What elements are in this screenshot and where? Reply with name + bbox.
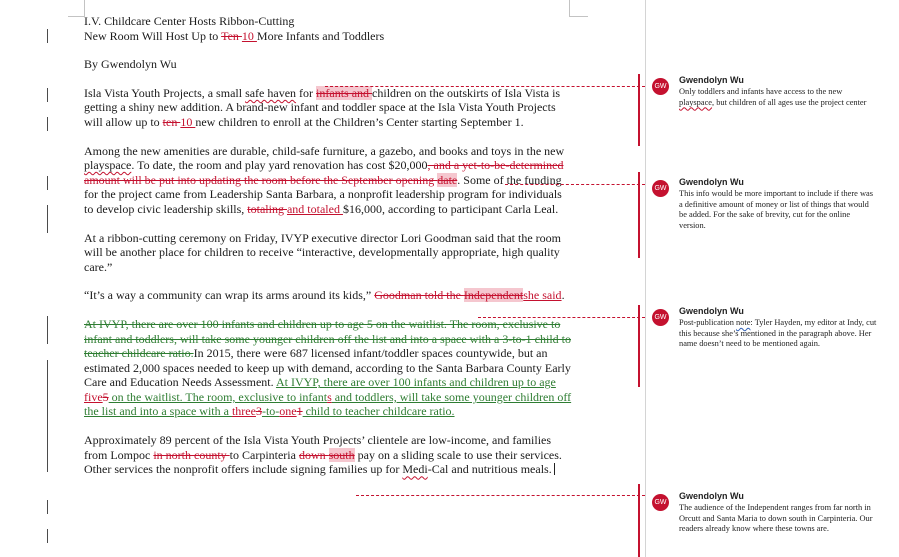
comment-text: This info would be more important to include if there was a definitive amount of money or list of things that would be added. For the sake of brevity, cut for the online version. — [679, 189, 873, 230]
comment-author: Gwendolyn Wu — [679, 75, 744, 85]
comment-range-bar — [638, 74, 640, 146]
document-body[interactable] — [84, 14, 574, 477]
comment-range-bar — [638, 484, 640, 557]
comment-author: Gwendolyn Wu — [679, 177, 744, 187]
change-bar — [47, 205, 48, 233]
comment-author: Gwendolyn Wu — [679, 491, 744, 501]
change-bar — [47, 529, 48, 543]
change-bar — [47, 88, 48, 102]
comment-range-bar — [638, 172, 640, 258]
crop-mark-top-left — [68, 0, 85, 17]
paragraph-6: Approximately 89 percent of the Isla Vista Youth Projects’ clientele are low-income, and families from Lompoc in north county to Carpinteria down south pay on a sliding scale to use their services. Other services the nonprofit offers include signing families up for Medi-Cal and nutritious meals. — [84, 433, 562, 477]
paragraph-1: Isla Vista Youth Projects, a small safe haven for infants and children on the outskirts of Isla Vista is getting a shiny new addition. A brand-new infant and toddler space at the Isla Vista Youth Projects will allow up to ten 10 new children to enroll at the Children’s Center starting September 1. — [84, 85, 561, 129]
moved-from-text: At IVYP, there are over 100 infants and children up to age 5 on the waitlist. The room, exclusive to infant and toddlers, will take some younger children off the list and into a space with a 3-to-1 child to teacher childcare ratio. — [84, 316, 571, 361]
change-bar — [47, 176, 48, 190]
paragraph-3: At a ribbon-cutting ceremony on Friday, IVYP executive director Lori Goodman said that the room will be another place for children to receive “interactive, developmentally appropriate, high quality care.” — [84, 230, 561, 274]
comment-leader-line — [325, 86, 645, 87]
headline: I.V. Childcare Center Hosts Ribbon-Cutting — [84, 14, 295, 28]
avatar: GW — [652, 309, 669, 326]
comment-text: Post-publication note: Tyler Hayden, my editor at Indy, cut this because she’s mentioned in the paragraph above. Her name doesn’t need to be mentioned again. — [679, 318, 877, 349]
moved-to-text: At IVYP, there are over 100 infants and children up to age — [275, 375, 556, 390]
byline: By Gwendolyn Wu — [84, 57, 177, 72]
comment-range-bar — [638, 305, 640, 387]
change-bar — [47, 316, 48, 344]
paragraph-5: At IVYP, there are over 100 infants and children up to age 5 on the waitlist. The room, exclusive to infant and toddlers, will take some younger children off the list and into a space with a 3-to-1 child to teacher childcare ratio.In 2015, there were 687 licensed infant/toddler spaces countywide, but an estimated 2,000 spaces needed to keep up with demand, according to the Santa Barbara County Early Care and Education Needs Assessment. At IVYP, there are over 100 infants and children up to age five5 on the waitlist. The room, exclusive to infants and toddlers, will take some younger children off the list and into a space with a three3-to-one1 child to teacher childcare ratio. — [84, 316, 572, 419]
comment-leader-line — [356, 495, 645, 496]
subheadline: New Room Will Host Up to Ten 10 More Infants and Toddlers — [84, 28, 385, 43]
change-bar — [47, 500, 48, 514]
change-bar — [47, 29, 48, 43]
comment-leader-line — [478, 317, 645, 318]
text-cursor — [554, 463, 555, 475]
comment-text: The audience of the Independent ranges from far north in Orcutt and Santa Maria to down south in Carpinteria. Our readers already know where these towns are. — [679, 503, 873, 534]
comment-leader-line — [505, 184, 645, 185]
paragraph-2: Among the new amenities are durable, child-safe furniture, a gazebo, and books and toys in the new playspace. To date, the room and play yard renovation has cost $20,000, and a yet-to-be-determined amount will be put into updating the room before the September opening date. Some of the funding for the project came from Leadership Santa Barbara, a nonprofit leadership program for individuals to develop civic leadership skills, totaling and totaled $16,000, according to participant Carla Leal. — [84, 143, 565, 216]
comment-text: Only toddlers and infants have access to the new playspace, but children of all ages use the project center — [679, 87, 867, 107]
comment-author: Gwendolyn Wu — [679, 306, 744, 316]
avatar: GW — [652, 78, 669, 95]
change-bar — [47, 117, 48, 131]
change-bar — [47, 360, 48, 472]
avatar: GW — [652, 180, 669, 197]
paragraph-4: “It’s a way a community can wrap its arms around its kids,” Goodman told the Independentshe said. — [84, 288, 565, 303]
avatar: GW — [652, 494, 669, 511]
